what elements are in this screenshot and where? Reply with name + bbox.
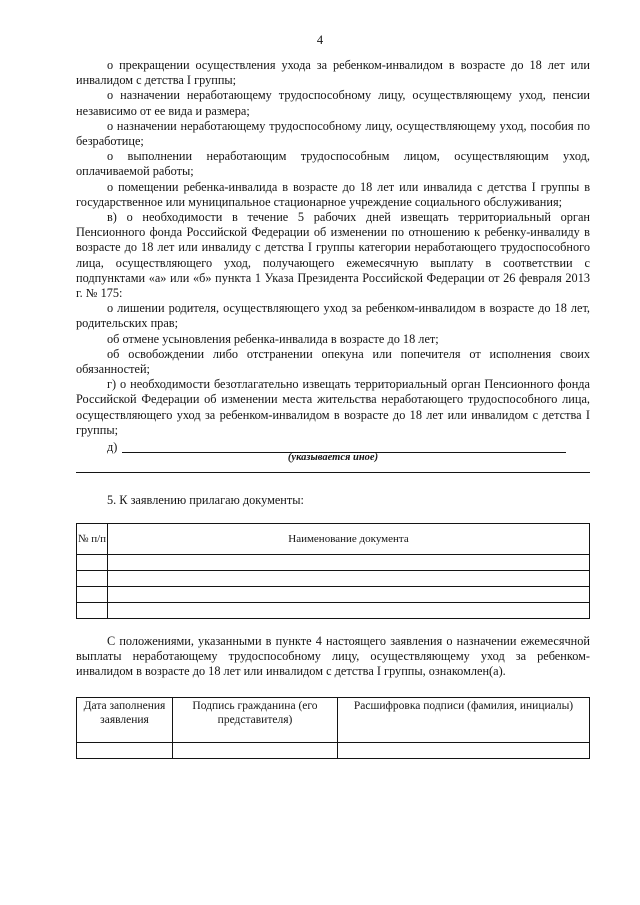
body-text <box>76 58 590 438</box>
col-date-header: Дата заполнения заявления <box>77 698 173 743</box>
paragraph: г) о необходимости безотлагательно извещать территориальный орган Пенсионного фонда Российской Федерации об изменении места жительства неработающего трудоспособного лица, осуществляющего уход за ребенком-инвалидом в возрасте до 18 лет или инвалидом с детства I группы; <box>76 377 590 437</box>
paragraph: о прекращении осуществления ухода за ребенком-инвалидом в возрасте до 18 лет или инвалидом с детства I группы; <box>76 58 590 88</box>
documents-table <box>76 523 590 619</box>
signature-table-header <box>77 698 590 743</box>
paragraph: о назначении неработающему трудоспособному лицу, осуществляющему уход, пенсии независимо от ее вида и размера; <box>76 88 590 118</box>
col-signature-header: Подпись гражданина (его представителя) <box>173 698 338 743</box>
table-row <box>77 571 590 587</box>
item-d-blank-line[interactable] <box>76 472 590 473</box>
cell-name[interactable] <box>108 555 590 571</box>
cell-name[interactable] <box>108 571 590 587</box>
cell-num[interactable] <box>77 555 108 571</box>
cell-num[interactable] <box>77 571 108 587</box>
cell-num[interactable] <box>77 603 108 619</box>
cell-num[interactable] <box>77 587 108 603</box>
paragraph: об отмене усыновления ребенка-инвалида в возрасте до 18 лет; <box>107 331 439 346</box>
item-d-hint: (указывается иное) <box>287 452 379 463</box>
table-row <box>77 555 590 571</box>
paragraph: об освобождении либо отстранении опекуна или попечителя от исполнения своих обязанностей; <box>76 346 590 377</box>
date-cell[interactable] <box>77 743 173 759</box>
item-d-letter: д) <box>107 440 118 454</box>
col-decode-header: Расшифровка подписи (фамилия, инициалы) <box>338 698 590 743</box>
signature-table <box>76 697 590 759</box>
paragraph: в) о необходимости в течение 5 рабочих дней извещать территориальный орган Пенсионного фонда Российской Федерации об изменении по отношению к ребенку-инвалиду в возрасте до 18 лет или инвалиду с детства I группы категории неработающего трудоспособного лица, осуществляющего уход, получающего ежемесячную выплату в соответствии с подпунктами «а» или «б» пункта 1 Указа Президента Российской Федерации от 26 февраля 2013 г. № 175: <box>76 210 590 301</box>
paragraph: о помещении ребенка-инвалида в возрасте до 18 лет или инвалида с детства I группы в государственное или муниципальное стационарное учреждение социального обслуживания; <box>76 179 590 209</box>
cell-name[interactable] <box>108 603 590 619</box>
col-num-header: № п/п <box>77 524 108 555</box>
signature-cell[interactable] <box>173 743 338 759</box>
table-row <box>77 587 590 603</box>
paragraph: о выполнении неработающим трудоспособным лицом, осуществляющим уход, оплачиваемой работы; <box>76 149 590 179</box>
decode-cell[interactable] <box>338 743 590 759</box>
cell-name[interactable] <box>108 587 590 603</box>
acknowledgement-paragraph: С положениями, указанными в пункте 4 настоящего заявления о назначении ежемесячной выплаты неработающему трудоспособному лицу, осуществляющему уход за ребенком-инвалидом в возрасте до 18 лет или инвалидом с детства I группы, ознакомлен(а). <box>76 634 590 679</box>
table-row <box>77 603 590 619</box>
documents-table-header <box>77 524 590 555</box>
signature-row <box>77 743 590 759</box>
page-number: 4 <box>316 33 324 47</box>
paragraph: о лишении родителя, осуществляющего уход за ребенком-инвалидом в возрасте до 18 лет, родительских прав; <box>76 301 590 331</box>
section-5-title: 5. К заявлению прилагаю документы: <box>107 493 304 507</box>
paragraph: о назначении неработающему трудоспособному лицу, осуществляющему уход, пособия по безработице; <box>76 118 590 149</box>
col-name-header: Наименование документа <box>108 524 590 555</box>
